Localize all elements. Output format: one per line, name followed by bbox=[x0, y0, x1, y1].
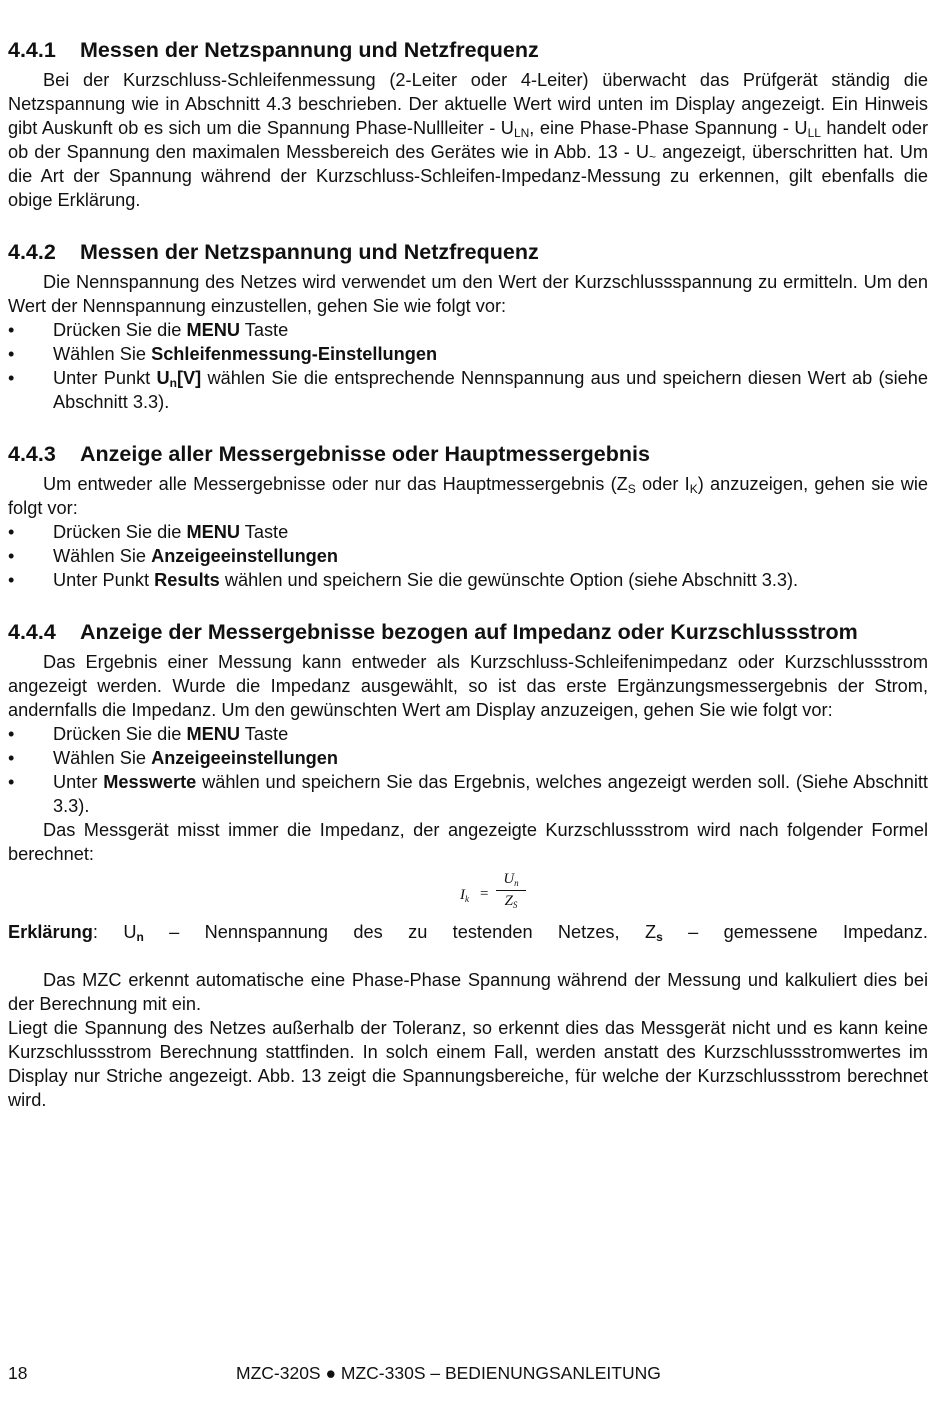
bold-term: Messwerte bbox=[103, 772, 197, 792]
paragraph: Die Nennspannung des Netzes wird verwendet um den Wert der Kurzschlussspannung zu ermitteln. Um den Wert der Nennspannung einzustellen, gehen Sie wie folgt vor: bbox=[8, 272, 928, 316]
text-run: Wählen Sie bbox=[53, 344, 152, 364]
bullet-icon: • bbox=[8, 724, 15, 744]
bullet-icon: • bbox=[8, 772, 15, 792]
section-4-4-2 bbox=[8, 238, 928, 414]
bold-term: Anzeigeeinstellungen bbox=[151, 748, 339, 768]
section-heading bbox=[8, 238, 928, 266]
subscript: n bbox=[169, 376, 177, 390]
list-item bbox=[8, 722, 928, 746]
section-title: Messen der Netzspannung und Netzfrequenz bbox=[80, 38, 539, 62]
formula-lhs bbox=[460, 883, 469, 907]
list-item bbox=[8, 746, 928, 770]
subscript: n bbox=[136, 930, 144, 944]
text-run: Nennspannung bbox=[204, 922, 329, 942]
bold-term: MENU bbox=[186, 522, 241, 542]
text-run: testenden bbox=[452, 922, 533, 942]
list-item bbox=[8, 770, 928, 818]
fraction-bar bbox=[496, 890, 526, 891]
paragraph bbox=[8, 472, 928, 520]
formula-equals: = bbox=[480, 886, 489, 902]
section-4-4-1 bbox=[8, 36, 928, 212]
bold-term: Anzeigeeinstellungen bbox=[151, 546, 339, 566]
text-run: U bbox=[156, 368, 170, 388]
text-run: Drücken Sie die bbox=[53, 724, 187, 744]
text-run: Drücken Sie die bbox=[53, 320, 187, 340]
bullet-icon: • bbox=[8, 320, 15, 340]
section-number: 4.4.4 bbox=[8, 620, 56, 644]
bold-term: Erklärung bbox=[8, 922, 93, 942]
paragraph bbox=[8, 68, 928, 212]
bold-term: Results bbox=[154, 570, 220, 590]
text-run: Wählen Sie bbox=[53, 748, 152, 768]
section-title: Messen der Netzspannung und Netzfrequenz bbox=[80, 240, 539, 264]
bullet-list bbox=[8, 318, 928, 414]
text-run: wählen Sie die entsprechende Nennspannung aus und speichern diesen Wert ab (siehe Abschnitt 3.3). bbox=[53, 368, 929, 412]
list-item bbox=[8, 318, 928, 342]
text-run: des bbox=[353, 922, 383, 942]
bullet-icon: • bbox=[8, 748, 15, 768]
text-run: ) anzuzeigen, gehen sie wie folgt vor: bbox=[8, 474, 928, 518]
list-item bbox=[8, 342, 928, 366]
text-run: Taste bbox=[240, 724, 289, 744]
subscript: ~ bbox=[649, 150, 657, 164]
symbol: U bbox=[503, 871, 515, 887]
text-run: U bbox=[123, 922, 137, 942]
subscript: s bbox=[656, 930, 663, 944]
text-run: Unter Punkt bbox=[53, 570, 155, 590]
bold-term bbox=[156, 368, 201, 388]
text-run: – bbox=[169, 922, 180, 942]
section-4-4-3 bbox=[8, 440, 928, 592]
text-run: Impedanz. bbox=[843, 922, 928, 942]
text-run: , eine Phase-Phase Spannung - U bbox=[529, 118, 808, 138]
bullet-list bbox=[8, 520, 928, 592]
text-run: [V] bbox=[176, 368, 202, 388]
bullet-icon: • bbox=[8, 570, 15, 590]
text-run: wählen und speichern Sie das Ergebnis, welches angezeigt werden soll. (Siehe Abschnitt 3.3). bbox=[53, 772, 928, 816]
subscript: k bbox=[465, 894, 469, 904]
bullet-icon: • bbox=[8, 546, 15, 566]
text-run: wählen und speichern Sie die gewünschte Option (siehe Abschnitt 3.3). bbox=[219, 570, 799, 590]
formula bbox=[8, 870, 928, 918]
text-run: angezeigt, überschritten hat. Um die Art der Spannung während der Kurzschluss-Schleifen-Impedanz-Messung zu erkennen, gilt ebenfalls die obige Erklärung. bbox=[8, 142, 928, 210]
text-run: Bei der Kurzschluss-Schleifenmessung (2-Leiter oder 4-Leiter) überwacht das Prüfgerät ständig die Netzspannung wie in Abschnitt 4.3 beschrieben. Der aktuelle Wert wird unten im Display angezeigt. Ein Hinweis gibt Auskunft ob es sich um die Spannung Phase-Nullleiter - U bbox=[8, 70, 928, 138]
subscript: S bbox=[512, 900, 518, 910]
paragraph: Das Messgerät misst immer die Impedanz, der angezeigte Kurzschlussstrom wird nach folgender Formel berechnet: bbox=[8, 820, 928, 864]
text-run: Z bbox=[644, 922, 657, 942]
formula-legend bbox=[8, 920, 928, 944]
text-run: handelt oder ob der Spannung den maximalen Messbereich des Gerätes wie in Abb. 13 - U bbox=[8, 118, 928, 162]
section-number: 4.4.3 bbox=[8, 442, 56, 466]
legend-symbol bbox=[645, 920, 663, 944]
section-title: Anzeige aller Messergebnisse oder Hauptmessergebnis bbox=[80, 442, 650, 466]
text-run: Taste bbox=[240, 522, 289, 542]
list-item bbox=[8, 568, 928, 592]
text-run: Wählen Sie bbox=[53, 546, 152, 566]
subscript: K bbox=[689, 482, 698, 496]
text-run: Drücken Sie die bbox=[53, 522, 187, 542]
bold-term: Schleifenmessung-Einstellungen bbox=[151, 344, 438, 364]
formula-fraction bbox=[496, 870, 526, 911]
section-number: 4.4.2 bbox=[8, 240, 56, 264]
section-heading bbox=[8, 36, 928, 64]
bullet-icon: • bbox=[8, 522, 15, 542]
legend-symbol bbox=[123, 920, 143, 944]
section-heading bbox=[8, 618, 928, 646]
paragraph: Liegt die Spannung des Netzes außerhalb der Toleranz, so erkennt dies das Messgerät nicht und es kann keine Kurzschlussstrom Berechnung stattfinden. In solch einem Fall, werden anstatt des Kurzschlussstromwertes im Display nur Striche angezeigt. Abb. 13 zeigt die Spannungsbereiche, für welche der Kurzschlussstrom berechnet wird. bbox=[8, 1018, 928, 1110]
text-run: gemessene bbox=[723, 922, 818, 942]
bullet-icon: • bbox=[8, 344, 15, 364]
section-4-4-4 bbox=[8, 618, 928, 1112]
text-run: Unter bbox=[53, 772, 104, 792]
page-number: 18 bbox=[8, 1363, 28, 1383]
text-run: Unter Punkt bbox=[53, 368, 157, 388]
text-run: – bbox=[688, 922, 699, 942]
text-run: oder I bbox=[635, 474, 690, 494]
subscript: LL bbox=[807, 126, 821, 140]
paragraph: Das MZC erkennt automatische eine Phase-Phase Spannung während der Messung und kalkuliert dies bei der Berechnung mit ein. bbox=[8, 970, 928, 1014]
bullet-list bbox=[8, 722, 928, 818]
section-number: 4.4.1 bbox=[8, 38, 56, 62]
fraction-numerator bbox=[496, 870, 526, 889]
text-run: : bbox=[92, 922, 98, 942]
section-title: Anzeige der Messergebnisse bezogen auf Impedanz oder Kurzschlussstrom bbox=[80, 620, 858, 644]
bullet-icon: • bbox=[8, 368, 15, 388]
text-run: zu bbox=[408, 922, 428, 942]
section-heading bbox=[8, 440, 928, 468]
symbol: I bbox=[460, 887, 465, 903]
subscript: n bbox=[514, 878, 519, 888]
list-item bbox=[8, 520, 928, 544]
text-run: Netzes, bbox=[557, 922, 620, 942]
fraction-denominator bbox=[496, 892, 526, 911]
text-run: Um entweder alle Messergebnisse oder nur das Hauptmessergebnis (Z bbox=[43, 474, 628, 494]
text-run: Taste bbox=[240, 320, 289, 340]
page-content bbox=[8, 36, 928, 1112]
legend-label bbox=[8, 920, 98, 944]
symbol: Z bbox=[504, 893, 513, 909]
subscript: S bbox=[627, 482, 636, 496]
list-item bbox=[8, 544, 928, 568]
subscript: LN bbox=[513, 126, 530, 140]
bold-term: MENU bbox=[186, 724, 241, 744]
paragraph: Das Ergebnis einer Messung kann entweder als Kurzschluss-Schleifenimpedanz oder Kurzschlussstrom angezeigt werden. Wurde die Impedanz ausgewählt, so ist das erste Ergänzungsmessergebnis der Strom, andernfalls die Impedanz. Um den gewünschten Wert am Display anzuzeigen, gehen Sie wie folgt vor: bbox=[8, 652, 928, 720]
document-title: MZC-320S ● MZC-330S – BEDIENUNGSANLEITUNG bbox=[236, 1363, 661, 1383]
bold-term: MENU bbox=[186, 320, 241, 340]
list-item bbox=[8, 366, 928, 414]
